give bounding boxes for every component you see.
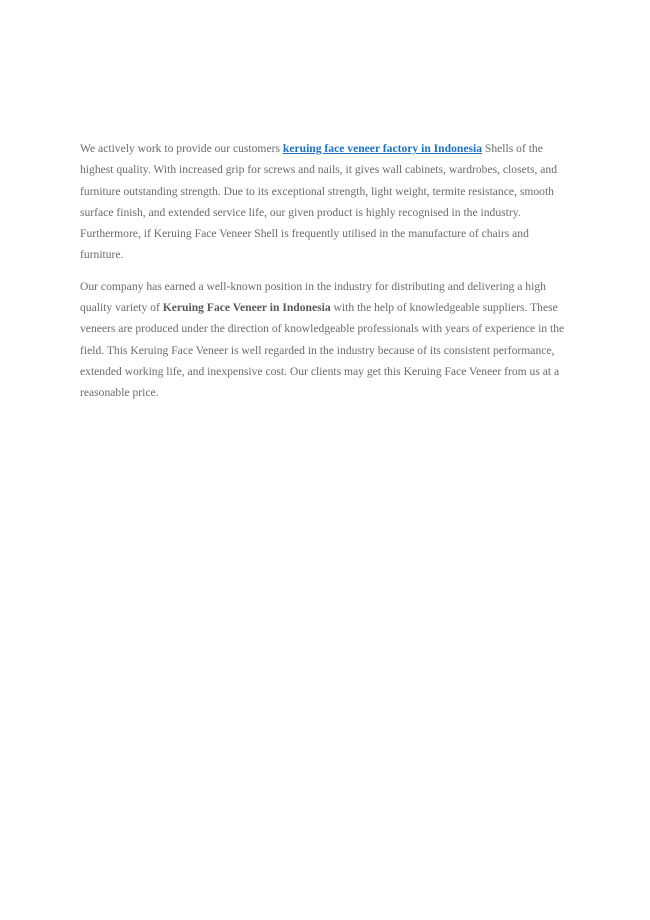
paragraph-2	[80, 276, 572, 404]
document-body	[80, 138, 572, 414]
paragraph-2-text-end: with the help of knowledgeable suppliers. These veneers are produced under the direction of knowledgeable professionals with years of experience in the field. This Keruing Face Veneer is well regarded in the industry because of its consistent performance, extended working life, and inexpensive cost. Our clients may get this Keruing Face Veneer from us at a reasonable price.	[80, 301, 565, 400]
paragraph-1-text-start: We actively work to provide our customers	[80, 142, 283, 155]
keruing-veneer-bold-phrase: Keruing Face Veneer in Indonesia	[162, 301, 331, 315]
paragraph-1-text-end: Shells of the highest quality. With increased grip for screws and nails, it gives wall cabinets, wardrobes, closets, and furniture outstanding strength. Due to its exceptional strength, light weight, termite resistance, smooth surface finish, and extended service life, our given product is highly recognised in the industry. Furthermore, if Keruing Face Veneer Shell is frequently utilised in the manufacture of chairs and furniture.	[80, 142, 558, 262]
paragraph-2-text-start: Our company has earned a well-known position in the industry for distributing and delivering a high quality variety of	[80, 279, 546, 315]
keruing-veneer-factory-link[interactable]: keruing face veneer factory in Indonesia	[282, 142, 482, 155]
paragraph-1	[80, 138, 572, 266]
